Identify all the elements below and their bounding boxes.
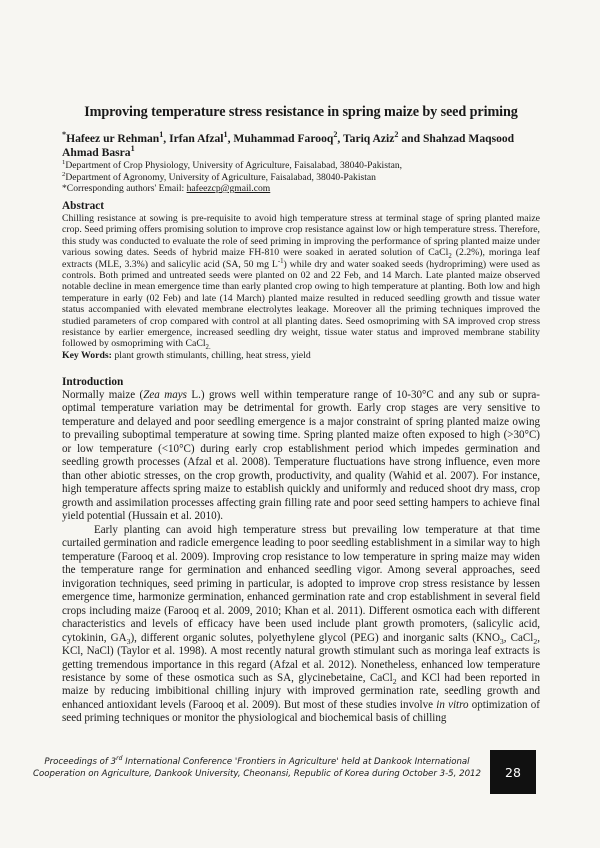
keywords-text: plant growth stimulants, chilling, heat stress, yield [111, 349, 311, 361]
author-3: , Muhammad Farooq [227, 132, 334, 145]
footer-text-a: Proceedings of 3 [44, 757, 117, 767]
intro-p1-text-b: L.) grows well within temperature range of 10-30°C and any sub or supra-optimal temperature variation may be detrimental for growth. Early crop stages are very sensitive to temperature and delayed and poor seedling emergence is a major constraint of spring planted maize owing to prevailing suboptimal temperature at sowing time. Spring planted maize often exposed to high (>30°C) or low temperature (<10°C) during early crop establishment period which impedes germination and seedling growth processes (Afzal et al. 2008). Temperature fluctuations have strong influence, even more than other abiotic stresses, on the crop growth, productivity, and quality (Wahid et al. 2007). For instance, high temperature affects spring maize to establish quickly and uniformly and reduced shoot dry mass, crop growth and assimilation processes affecting grain filling rate and poor seed setting hampers to achieve final yield potential (Hussain et al. 2010). [62, 389, 540, 523]
paper-title: Improving temperature stress resistance in spring maize by seed priming [84, 104, 518, 120]
footer-sup: rd [116, 755, 123, 763]
author-2-affil: 1 [223, 130, 228, 140]
intro-p2-text-c: , CaCl [503, 631, 534, 644]
intro-p2-text-b: ), different organic solutes, polyethylene glycol (PEG) and inorganic salts (KNO [130, 631, 500, 644]
intro-p2-sub-2: 3 [499, 636, 504, 646]
abstract-text-1: Chilling resistance at sowing is pre-requisite to avoid high temperature stress at terminal stage of spring planted maize crop. Seed priming offers promising solution to improve crop resistance against low or high temperature stress. Therefore, this study was conducted to evaluate the role of seed priming in improving the performance of spring planted maize under various sowing dates. Seeds of hybrid maize FH-810 were soaked in aerated solution of CaCl [62, 213, 540, 259]
abstract-heading: Abstract [62, 200, 105, 212]
affiliation-2-mark: 2 [62, 170, 66, 178]
intro-p1-text-a: Normally maize ( [62, 389, 144, 401]
corresponding-email-link[interactable]: hafeezcp@gmail.com [186, 183, 271, 194]
author-list [62, 132, 540, 160]
intro-p1-species: Zea mays [143, 389, 187, 401]
footer-text-b: International Conference 'Frontiers in Agriculture' held at Dankook International Cooperation on Agriculture, Dankook University, Cheonansi, Republic of Korea during October 3-5, 2012 [33, 757, 481, 779]
author-1-affil: 1 [159, 130, 164, 140]
intro-paragraph-1 [62, 389, 540, 524]
proceedings-footer [26, 757, 488, 780]
affiliation-1-text: Department of Crop Physiology, University of Agriculture, Faisalabad, 38040-Pakistan, [65, 160, 403, 171]
affiliation-1 [62, 160, 540, 172]
author-2: , Irfan Afzal [163, 132, 224, 145]
intro-p2-text-e: and KCl had been reported in maize by reducing imbibitional chilling injury with improved germination rate, seedling growth and enhanced antioxidant levels (Farooq et al. 2009). But most of these studies involve [62, 671, 540, 711]
abstract-text-2: (2.2%), moringa leaf extracts (MLE, 3.3%) and salicylic acid (SA, 50 mg L [62, 247, 540, 270]
intro-p2-italic: in vitro [436, 698, 469, 711]
intro-p2-sub-1: 3 [126, 636, 131, 646]
abstract-sub-2: 2. [205, 344, 211, 352]
corresponding-author [62, 183, 540, 195]
affiliation-2-text: Department of Agronomy, University of Agriculture, Faisalabad, 38040-Pakistan [65, 171, 376, 183]
keywords-label: Key Words: [62, 349, 112, 361]
author-5: and Shahzad Maqsood Ahmad Basra [62, 132, 515, 159]
author-4: , Tariq Aziz [337, 132, 395, 145]
author-5-affil: 1 [130, 144, 135, 154]
abstract-text-3: ) while dry and water soaked seeds (hydropriming) were used as controls. Both primed and untreated seeds were planted on 02 and 22 Feb, and 14 March. Late planted maize observed notable decline in mean emergence time than early planted crop owing to high temperature at planting. Both low and high temperature in early (02 Feb) and late (14 March) planted maize resulted in reduced seedling growth and tissue water status accompanied with elevated membrane electrolytes leakage. Moreover all the priming techniques improved the studied parameters of crop compared with control at all planting dates. Seed osmopriming with SA improved crop stress resistance by earlier emergence, increased seedling dry weight, tissue water status and improved membrane stability followed by osmopriming with CaCl [62, 258, 540, 350]
author-3-affil: 2 [333, 130, 338, 140]
affiliation-1-mark: 1 [62, 158, 66, 166]
abstract-body [62, 213, 540, 361]
introduction-heading: Introduction [62, 376, 124, 388]
intro-p2-sub-3: 2 [533, 636, 538, 646]
author-1: Hafeez ur Rehman [66, 132, 160, 145]
author-4-affil: 2 [394, 130, 399, 140]
intro-p2-text-f: optimization of seed priming techniques or monitor the physiological and biochemical basis of chilling [62, 698, 540, 725]
corresponding-label: *Corresponding authors' Email: [62, 183, 187, 194]
corresponding-star: * [62, 130, 67, 140]
abstract-sup-1: -1 [277, 257, 284, 265]
page-number: 28 [490, 750, 536, 794]
intro-paragraph-2 [62, 524, 540, 726]
intro-p2-sub-4: 2 [392, 677, 397, 687]
affiliation-2 [62, 172, 540, 184]
intro-p2-text-a: Early planting can avoid high temperature stress but prevailing low temperature at that time curtailed germination and radicle emergence leading to poor seedling establishment in a similar way to high temperature (Farooq et al. 2009). Improving crop resistance to low temperature in spring maize may widen the temperature range for germination and enhanced seedling vigor. Among several approaches, seed invigoration techniques, seed priming in particular, is adopted to improve crop stress resistance by lessen emergence time, harmonize germination, enhanced germination rate and crop establishment in several field crops including maize (Farooq et al. 2009, 2010; Khan et al. 2011). Different osmotica each with different characteristics and levels of efficacy have been used include plant growth promoters, (salicylic acid, cytokinin, GA [62, 524, 540, 644]
intro-p2-text-d: , KCl, NaCl) (Taylor et al. 1998). A most recently natural growth stimulant such as moringa leaf extracts is getting tremendous importance in this regard (Afzal et al. 2012). Nonetheless, enhanced low temperature resistance by some of these osmotica such as SA, glycinebetaine, CaCl [62, 631, 540, 684]
abstract-sub-1: 2 [448, 253, 452, 261]
